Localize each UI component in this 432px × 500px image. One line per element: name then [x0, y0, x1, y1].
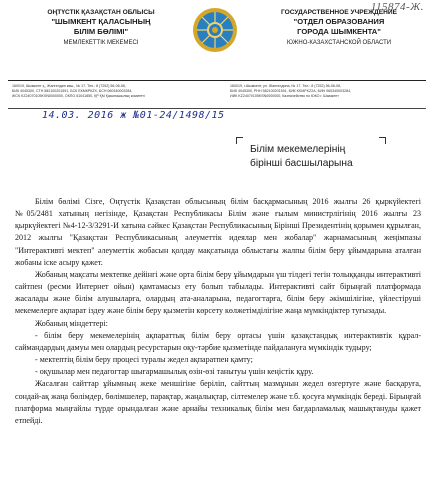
task-item: - білім беру мекемелерінің ақпараттық білім беру ортасы үшін қазақстандық интерактивтік құрал-саймандардың дамуы мен олардың ресурстарын оқу-тәрбие қызметінде пайдалануға мүмкіндік тудыру;: [15, 330, 421, 352]
registration-number: 115874-Ж.: [370, 1, 424, 13]
address-russian: [230, 84, 426, 100]
header-ru-status: ГОСУДАРСТВЕННОЕ УЧРЕЖДЕНИЕ: [280, 9, 398, 16]
recipient-line: Білім мекемелерінің: [250, 144, 346, 155]
handwritten-date-number: 14.03. 2016 ж №01-24/1498/15: [42, 110, 225, 121]
state-emblem-icon: [191, 6, 239, 54]
header-kz-region: ОҢТҮСТІК ҚАЗАҚСТАН ОБЛЫСЫ: [47, 9, 155, 16]
header-kz-city: "ШЫМКЕНТ ҚАЛАСЫНЫҢ: [51, 17, 151, 26]
task-item: - мектептің білім беру процесі туралы жедел ақпаратпен қамту;: [35, 355, 253, 365]
header-kz-status: МЕМЛЕКЕТТІК МЕКЕМЕСІ: [63, 40, 139, 46]
address-line: ЖСК KZ24070105KSN0000000, ОКПО 61041850, ҚР ҚМ Қазынашылық комитеті: [12, 94, 145, 99]
address-line: БИК 4045300, СТН 582100201591, БСК ЕКМКРКZХ, БСН 060340003284,: [12, 89, 133, 94]
header-ru-city: ГОРОДА ШЫМКЕНТА": [297, 27, 381, 36]
recipient-block: [250, 143, 420, 171]
address-line: БИК 4045300, РНН 582100201591, БИК KKMFKZ2A, БИН 060340003284,: [230, 89, 352, 94]
body-paragraph: Жобаның мақсаты мектепке дейінгі және орта білім беру ұйымдарын үш тілдегі тегін толыққанды интерактивті сайтпен (ресми Интернет ойын) қамтамасыз ету болып табылады. Интерактивті сайт бірыңғай платформада жасалады және білім алушыларға, олардың ата-аналарына, педагогтарға, білім беру әкімшілігіне, үйлестіруші мекемелерге ақпарат іздеу және білім беру қызметін көрсету көлжетімділігіне жаңа мүмкіндіктер туғызады.: [15, 269, 421, 316]
body-paragraph: Білім бөлімі Сізге, Оңтүстік Қазақстан облысының білім басқармасының 2016 жылғы 26 қыркүйектегі №05/2481 хатының негізінде, Қазақстан Республикасы Білім және ғылым министрлігінің 2016 жылғы 23 қыркүйектегі №4-12-3/3291-И хатына сәйкес Қазақстан Республикасының Бірінші Президентінің қорымен құрылған, 2012 жылғы "Қазақстан Республикасының әлеуметтік идеялар мен жобалар" жарнамасының жеңімпазы "Интерактивті мектеп" әлеуметтік жобасын қолдау мақсатында облыстағы жалпы білім беру ұйымдарына аталған жобаны іске асыру қажет.: [15, 197, 421, 267]
address-line: 160019, Шымкент қ., Жангелдин көш., № 17. Тел.: 8 (7252) 56-06-06,: [12, 84, 126, 88]
tasks-heading: Жобаның міндеттері:: [35, 318, 108, 328]
corner-mark: [379, 137, 386, 144]
header-russian: [250, 9, 428, 48]
header-kz-dept: БІЛІМ БӨЛІМІ": [73, 27, 129, 36]
task-item: - оқушылар мен педагогтар шығармашылық өзін-өзі танытуы үшін кеңістік құру.: [35, 367, 314, 377]
header-ru-dept: "ОТДЕЛ ОБРАЗОВАНИЯ: [293, 17, 385, 26]
address-line: ИИК KZ24070105KSN0000000, Казначейство по ЮКО г. Шымкент: [230, 94, 339, 99]
address-kazakh: [12, 84, 198, 100]
body-paragraph: Жасалған сайттар ұйымның жеке меншігіне беріліп, сайттың мазмұнын жедел өзгертуге және басқаруға, сондай-ақ жаңа бөлімдер, бөлімшелер, парақтар, жаңалықтар, сілтемелер және т.б. қосуға мүмкіндік береді. Бірыңғай платформа мыңғайлы түрде орындалған және арнайы техникалық білім мен бағдарламалық машықтануды қажет етпейді.: [15, 379, 421, 425]
address-line: 160019, г.Шымкент, ул. Жангелдина, № 17. Тел.: 8 (7252) 56-06-06,: [230, 84, 342, 88]
recipient-line: бірінші басшыларына: [250, 158, 353, 169]
header-ru-region: ЮЖНО-КАЗАХСТАНСКОЙ ОБЛАСТИ: [286, 40, 392, 46]
corner-mark: [236, 137, 243, 144]
header-divider: [8, 80, 426, 81]
letter-body: [15, 196, 421, 427]
header-kazakh: [12, 9, 190, 48]
address-divider: [8, 108, 426, 109]
